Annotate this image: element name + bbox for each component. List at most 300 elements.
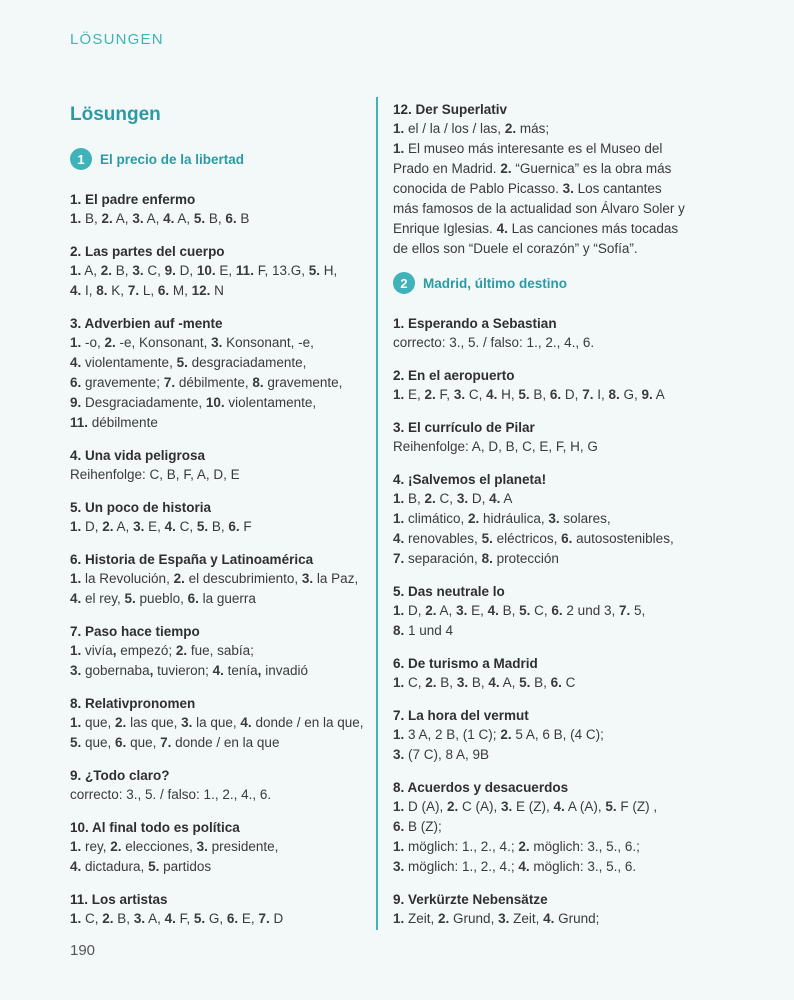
exercise-block bbox=[70, 314, 360, 433]
answer-text: desgraciadamente, bbox=[187, 355, 307, 370]
answer-text: C, bbox=[530, 603, 552, 618]
answer-number: 7. bbox=[160, 735, 172, 750]
answer-text: E (Z), bbox=[512, 799, 554, 814]
answer-text: separación, bbox=[404, 551, 482, 566]
answer-text: hidráulica, bbox=[479, 511, 549, 526]
answer-line bbox=[70, 837, 360, 857]
answer-number: 3. bbox=[456, 491, 469, 506]
right-exercise-list bbox=[393, 314, 713, 929]
answer-number: 4. bbox=[240, 715, 252, 730]
answer-number: 1. bbox=[70, 643, 82, 658]
answer-line bbox=[393, 797, 713, 817]
answer-text: C bbox=[561, 675, 576, 690]
unit-heading-2 bbox=[393, 272, 713, 294]
answer-line bbox=[70, 209, 360, 229]
answer-text: invadió bbox=[261, 663, 308, 678]
answer-number: 5. bbox=[176, 355, 188, 370]
answer-number: 3. bbox=[132, 211, 144, 226]
answer-text: A (A), bbox=[564, 799, 606, 814]
answer-line bbox=[70, 261, 360, 281]
answer-text: möglich: 1., 2., 4.; bbox=[404, 839, 519, 854]
answer-text: presidente, bbox=[207, 839, 279, 854]
answer-text: B, bbox=[468, 675, 489, 690]
answer-number: 10. bbox=[205, 395, 225, 410]
running-head: LÖSUNGEN bbox=[70, 31, 164, 48]
answer-text: A, bbox=[499, 675, 520, 690]
answer-text: N bbox=[210, 283, 224, 298]
answer-number: 6. bbox=[228, 519, 240, 534]
answer-text: E, bbox=[238, 911, 259, 926]
answer-number: 1. bbox=[393, 839, 405, 854]
answer-text: protección bbox=[492, 551, 559, 566]
answer-number: 5. bbox=[124, 591, 136, 606]
answer-number: 4. bbox=[70, 283, 82, 298]
answer-text: F, bbox=[435, 387, 454, 402]
answer-number: 2. bbox=[101, 211, 113, 226]
answer-number: 6. bbox=[551, 603, 563, 618]
answer-number: 4. bbox=[488, 675, 500, 690]
exercise-title: 8. Relativpronomen bbox=[70, 696, 196, 711]
answer-number: 10. bbox=[196, 263, 216, 278]
answer-number: 3. bbox=[393, 859, 405, 874]
answer-number: 1. bbox=[393, 911, 405, 926]
answer-number: 7. bbox=[582, 387, 594, 402]
answer-text: B, bbox=[205, 211, 226, 226]
answer-text: de ellos son “Duele el corazón” y “Sofía”. bbox=[393, 241, 638, 256]
answer-text: 1 und 4 bbox=[404, 623, 454, 638]
answer-number: 6. bbox=[393, 819, 405, 834]
answer-number: 5. bbox=[193, 911, 206, 926]
answer-number: 1. bbox=[393, 141, 405, 156]
exercise-block bbox=[70, 190, 360, 229]
unit-number-badge: 1 bbox=[70, 148, 92, 170]
exercise-block bbox=[393, 100, 713, 259]
exercise-block bbox=[70, 446, 360, 485]
exercise-title: 4. Una vida peligrosa bbox=[70, 448, 206, 463]
column-divider bbox=[376, 97, 378, 930]
answer-text: débilmente bbox=[88, 415, 158, 430]
answer-text: la Revolución, bbox=[81, 571, 174, 586]
answer-text: F, bbox=[175, 911, 194, 926]
answer-text: elecciones, bbox=[121, 839, 197, 854]
answer-text: conocida de Pablo Picasso. bbox=[393, 181, 563, 196]
right-top-exercise-list bbox=[393, 100, 713, 259]
exercise-title: 2. Las partes del cuerpo bbox=[70, 244, 225, 259]
exercise-block bbox=[393, 654, 713, 693]
answer-line bbox=[393, 725, 713, 745]
answer-text: B, bbox=[529, 387, 550, 402]
answer-line bbox=[393, 601, 713, 621]
answer-text: B, bbox=[112, 263, 133, 278]
answer-line bbox=[393, 529, 713, 549]
answer-number: 4. bbox=[163, 211, 175, 226]
answer-text: pueblo, bbox=[135, 591, 188, 606]
answer-text: el descubrimiento, bbox=[184, 571, 302, 586]
exercise-title: 6. Historia de España y Latinoamérica bbox=[70, 552, 314, 567]
exercise-block bbox=[393, 582, 713, 641]
answer-text: -e, Konsonant, bbox=[115, 335, 212, 350]
answer-number: 1. bbox=[70, 571, 82, 586]
answer-number: 3. bbox=[393, 747, 405, 762]
exercise-title: 2. En el aeropuerto bbox=[393, 368, 515, 383]
answer-number: 1. bbox=[393, 511, 405, 526]
answer-line bbox=[70, 465, 360, 485]
answer-text: D, bbox=[175, 263, 197, 278]
answer-text: tenía bbox=[223, 663, 258, 678]
answer-number: 4. bbox=[486, 387, 498, 402]
answer-line bbox=[70, 413, 360, 433]
answer-text: vivía bbox=[81, 643, 113, 658]
answer-number: 1. bbox=[70, 335, 82, 350]
answer-line bbox=[393, 909, 713, 929]
answer-number: 2. bbox=[518, 839, 530, 854]
answer-text: la Paz, bbox=[313, 571, 359, 586]
answer-text: B, bbox=[498, 603, 520, 618]
answer-text: gravemente, bbox=[263, 375, 343, 390]
answer-number: 3. bbox=[70, 663, 82, 678]
answer-number: 4. bbox=[164, 519, 176, 534]
answer-number: 2. bbox=[447, 799, 459, 814]
left-column bbox=[70, 100, 364, 942]
answer-text: B, bbox=[113, 911, 134, 926]
answer-number: 3. bbox=[132, 263, 144, 278]
answer-number: 6. bbox=[561, 531, 573, 546]
answer-line bbox=[70, 857, 360, 877]
answer-line bbox=[393, 385, 713, 405]
answer-text: D, bbox=[468, 491, 490, 506]
answer-text: Prado en Madrid. bbox=[393, 161, 501, 176]
answer-line bbox=[70, 353, 360, 373]
answer-number: 4. bbox=[553, 799, 565, 814]
exercise-title: 8. Acuerdos y desacuerdos bbox=[393, 780, 569, 795]
answer-number: 9. bbox=[164, 263, 176, 278]
answer-number: 6. bbox=[549, 387, 562, 402]
answer-number: 1. bbox=[70, 911, 82, 926]
answer-line bbox=[393, 179, 713, 199]
answer-text: violentamente, bbox=[81, 355, 177, 370]
answer-number: 8. bbox=[393, 623, 405, 638]
answer-text: 2 und 3, bbox=[562, 603, 619, 618]
exercise-title: 5. Un poco de historia bbox=[70, 500, 212, 515]
answer-line bbox=[393, 673, 713, 693]
answer-text: donde / en la que bbox=[171, 735, 280, 750]
answer-line bbox=[70, 281, 360, 301]
answer-number: 2. bbox=[500, 161, 512, 176]
answer-number: 3. bbox=[501, 799, 513, 814]
exercise-block bbox=[393, 470, 713, 569]
answer-text: B, bbox=[208, 519, 229, 534]
answer-line bbox=[70, 661, 360, 681]
answer-number: 3. bbox=[211, 335, 223, 350]
answer-text: El museo más interesante es el Museo del bbox=[404, 141, 663, 156]
answer-line bbox=[70, 517, 360, 537]
answer-text: C, bbox=[465, 387, 487, 402]
answer-number: 4. bbox=[489, 491, 501, 506]
answer-text: H, bbox=[497, 387, 519, 402]
answer-line bbox=[393, 333, 713, 353]
answer-text: B, bbox=[404, 491, 425, 506]
answer-text: A bbox=[652, 387, 665, 402]
answer-number: 3. bbox=[456, 603, 468, 618]
answer-number: 6. bbox=[225, 211, 237, 226]
exercise-block bbox=[70, 550, 360, 609]
answer-text: solares, bbox=[559, 511, 611, 526]
answer-number: 6. bbox=[115, 735, 127, 750]
answer-number: 12. bbox=[191, 283, 211, 298]
page-title: Lösungen bbox=[70, 104, 161, 125]
answer-number: 4. bbox=[496, 221, 508, 236]
answer-number: 5. bbox=[70, 735, 82, 750]
left-exercise-list bbox=[70, 190, 364, 929]
answer-number: 5. bbox=[518, 387, 530, 402]
answer-number: 4. bbox=[70, 859, 82, 874]
exercise-block bbox=[393, 706, 713, 765]
answer-number: 3. bbox=[453, 387, 466, 402]
answer-text: B, bbox=[436, 675, 457, 690]
answer-text: autosostenibles, bbox=[572, 531, 674, 546]
exercise-title: 11. Los artistas bbox=[70, 892, 168, 907]
answer-number: 4. bbox=[70, 591, 82, 606]
answer-text: A, bbox=[145, 911, 165, 926]
answer-line bbox=[393, 857, 713, 877]
answer-text: A bbox=[500, 491, 513, 506]
answer-line bbox=[393, 239, 713, 259]
answer-text: C, bbox=[81, 911, 103, 926]
answer-number: 1. bbox=[70, 519, 82, 534]
answer-text: 5 A, 6 B, (4 C); bbox=[511, 727, 604, 742]
answer-number: 1. bbox=[70, 715, 82, 730]
unit-title: Madrid, último destino bbox=[423, 275, 567, 291]
answer-number: 11. bbox=[70, 415, 89, 430]
answer-number: 1. bbox=[393, 727, 405, 742]
answer-number: 6. bbox=[157, 283, 170, 298]
answer-line bbox=[70, 713, 364, 733]
answer-line bbox=[70, 733, 360, 753]
answer-number: 2. bbox=[102, 519, 114, 534]
answer-number: , bbox=[112, 643, 117, 658]
answer-text: donde / en la que, bbox=[251, 715, 364, 730]
unit-heading-1 bbox=[70, 148, 360, 170]
answer-text: dictadura, bbox=[81, 859, 149, 874]
answer-text: gravemente; bbox=[81, 375, 164, 390]
answer-line bbox=[393, 621, 713, 641]
exercise-title: 9. Verkürzte Nebensätze bbox=[393, 892, 548, 907]
answer-number: 3. bbox=[181, 715, 193, 730]
answer-text: 3 A, 2 B, (1 C); bbox=[404, 727, 501, 742]
answer-text: D, bbox=[404, 603, 426, 618]
answer-text: las que, bbox=[126, 715, 182, 730]
answer-text: möglich: 1., 2., 4.; bbox=[404, 859, 519, 874]
answer-line bbox=[393, 119, 713, 139]
answer-text: -o, bbox=[81, 335, 105, 350]
answer-number: 4. bbox=[212, 663, 224, 678]
answer-number: 11. bbox=[235, 263, 254, 278]
answer-number: 9. bbox=[641, 387, 653, 402]
unit-title: El precio de la libertad bbox=[100, 151, 245, 167]
answer-text: A, bbox=[174, 211, 194, 226]
answer-line bbox=[393, 159, 713, 179]
answer-text: Konsonant, -e, bbox=[222, 335, 314, 350]
answer-number: 1. bbox=[393, 603, 405, 618]
answer-text: A, bbox=[143, 211, 164, 226]
answer-number: 1. bbox=[393, 387, 405, 402]
answer-number: 7. bbox=[163, 375, 176, 390]
answer-text: C, bbox=[175, 519, 197, 534]
answer-number: 2. bbox=[173, 571, 185, 586]
answer-text: eléctricos, bbox=[492, 531, 562, 546]
answer-text: Reihenfolge: C, B, F, A, D, E bbox=[70, 467, 240, 482]
answer-number: 3. bbox=[562, 181, 574, 196]
answer-text: Grund; bbox=[554, 911, 600, 926]
answer-number: 1. bbox=[70, 263, 82, 278]
exercise-block bbox=[393, 418, 713, 457]
exercise-block bbox=[393, 778, 713, 877]
answer-number: 4. bbox=[393, 531, 405, 546]
exercise-block bbox=[393, 366, 713, 405]
answer-text: Desgraciadamente, bbox=[81, 395, 206, 410]
answer-text: débilmente, bbox=[175, 375, 253, 390]
answer-number: 6. bbox=[187, 591, 199, 606]
answer-number: 3. bbox=[548, 511, 560, 526]
answer-text: F, 13.G, bbox=[253, 263, 309, 278]
answer-text: violentamente, bbox=[224, 395, 317, 410]
answer-text: B bbox=[236, 211, 250, 226]
answer-text: M, bbox=[169, 283, 192, 298]
answer-text: G, bbox=[619, 387, 642, 402]
answer-number: 2. bbox=[504, 121, 517, 136]
exercise-block bbox=[70, 242, 360, 301]
answer-text: E, bbox=[467, 603, 488, 618]
answer-number: 2. bbox=[102, 911, 114, 926]
answer-number: 4. bbox=[518, 859, 530, 874]
answer-text: I, bbox=[593, 387, 609, 402]
answer-number: 6. bbox=[70, 375, 82, 390]
answer-text: G, bbox=[205, 911, 227, 926]
answer-text: tuvieron; bbox=[153, 663, 213, 678]
answer-text: correcto: 3., 5. / falso: 1., 2., 4., 6. bbox=[70, 787, 272, 802]
answer-text: rey, bbox=[81, 839, 111, 854]
answer-number: 8. bbox=[608, 387, 620, 402]
answer-number: 4. bbox=[164, 911, 176, 926]
answer-number: 6. bbox=[550, 675, 562, 690]
answer-number: 5. bbox=[605, 799, 617, 814]
answer-text: la guerra bbox=[198, 591, 256, 606]
exercise-title: 5. Das neutrale lo bbox=[393, 584, 505, 599]
answer-text: partidos bbox=[159, 859, 212, 874]
answer-number: 1. bbox=[70, 211, 82, 226]
answer-text: más; bbox=[516, 121, 550, 136]
answer-number: 2. bbox=[110, 839, 122, 854]
answer-line bbox=[393, 219, 713, 239]
answer-text: Zeit, bbox=[509, 911, 544, 926]
exercise-block bbox=[393, 890, 713, 929]
answer-number: 7. bbox=[393, 551, 405, 566]
answer-text: Zeit, bbox=[404, 911, 439, 926]
answer-text: que, bbox=[126, 735, 161, 750]
answer-text: H, bbox=[320, 263, 338, 278]
answer-text: C, bbox=[435, 491, 457, 506]
answer-number: , bbox=[149, 663, 154, 678]
answer-text: F bbox=[239, 519, 252, 534]
answer-number: 3. bbox=[133, 519, 145, 534]
answer-text: K, bbox=[107, 283, 128, 298]
answer-number: 6. bbox=[226, 911, 239, 926]
answer-number: 2. bbox=[500, 727, 512, 742]
answer-text: el rey, bbox=[81, 591, 125, 606]
answer-number: 2. bbox=[104, 335, 116, 350]
answer-number: 5. bbox=[519, 603, 531, 618]
answer-text: A, bbox=[112, 211, 133, 226]
answer-number: 7. bbox=[618, 603, 631, 618]
answer-text: B, bbox=[81, 211, 102, 226]
exercise-title: 7. La hora del vermut bbox=[393, 708, 529, 723]
answer-text: gobernaba bbox=[81, 663, 150, 678]
exercise-block bbox=[70, 694, 364, 753]
answer-number: 5. bbox=[481, 531, 493, 546]
answer-number: 3. bbox=[301, 571, 314, 586]
answer-text: möglich: 3., 5., 6.; bbox=[529, 839, 640, 854]
answer-number: 4. bbox=[487, 603, 499, 618]
exercise-block bbox=[70, 498, 360, 537]
answer-text: C (A), bbox=[458, 799, 502, 814]
answer-number: 7. bbox=[258, 911, 270, 926]
answer-text: E, bbox=[144, 519, 165, 534]
answer-number: 2. bbox=[100, 263, 113, 278]
answer-line bbox=[393, 837, 713, 857]
right-column bbox=[393, 100, 713, 942]
answer-text: A, bbox=[436, 603, 457, 618]
answer-text: empezó; bbox=[116, 643, 176, 658]
exercise-title: 3. El currículo de Pilar bbox=[393, 420, 535, 435]
answer-number: 1. bbox=[70, 839, 82, 854]
answer-text: B (Z); bbox=[404, 819, 442, 834]
answer-text: (7 C), 8 A, 9B bbox=[404, 747, 490, 762]
answer-text: E, bbox=[215, 263, 236, 278]
exercise-title: 1. Esperando a Sebastian bbox=[393, 316, 557, 331]
answer-text: I, bbox=[81, 283, 97, 298]
answer-text: F (Z) , bbox=[616, 799, 658, 814]
answer-line bbox=[70, 641, 360, 661]
answer-text: “Guernica” es la obra más bbox=[511, 161, 672, 176]
exercise-title: 12. Der Superlativ bbox=[393, 102, 508, 117]
answer-text: D, bbox=[561, 387, 583, 402]
answer-number: 3. bbox=[196, 839, 208, 854]
answer-number: , bbox=[257, 663, 262, 678]
answer-text: climático, bbox=[404, 511, 469, 526]
answer-text: D (A), bbox=[404, 799, 448, 814]
exercise-title: 3. Adverbien auf -mente bbox=[70, 316, 223, 331]
answer-number: 2. bbox=[425, 603, 437, 618]
exercise-title: 10. Al final todo es política bbox=[70, 820, 240, 835]
answer-text: Enrique Iglesias. bbox=[393, 221, 497, 236]
exercise-block bbox=[393, 314, 713, 353]
answer-number: 1. bbox=[393, 675, 405, 690]
answer-line bbox=[393, 509, 713, 529]
answer-text: D bbox=[269, 911, 284, 926]
answer-text: fue, sabía; bbox=[187, 643, 254, 658]
answer-line bbox=[70, 909, 360, 929]
answer-number: 5. bbox=[308, 263, 320, 278]
answer-number: 9. bbox=[70, 395, 82, 410]
answer-text: B, bbox=[530, 675, 551, 690]
answer-line bbox=[393, 437, 713, 457]
answer-number: 5. bbox=[519, 675, 531, 690]
exercise-block bbox=[70, 766, 360, 805]
answer-number: 2. bbox=[115, 715, 127, 730]
exercise-title: 4. ¡Salvemos el planeta! bbox=[393, 472, 547, 487]
answer-text: C, bbox=[404, 675, 426, 690]
answer-number: 1. bbox=[393, 491, 405, 506]
